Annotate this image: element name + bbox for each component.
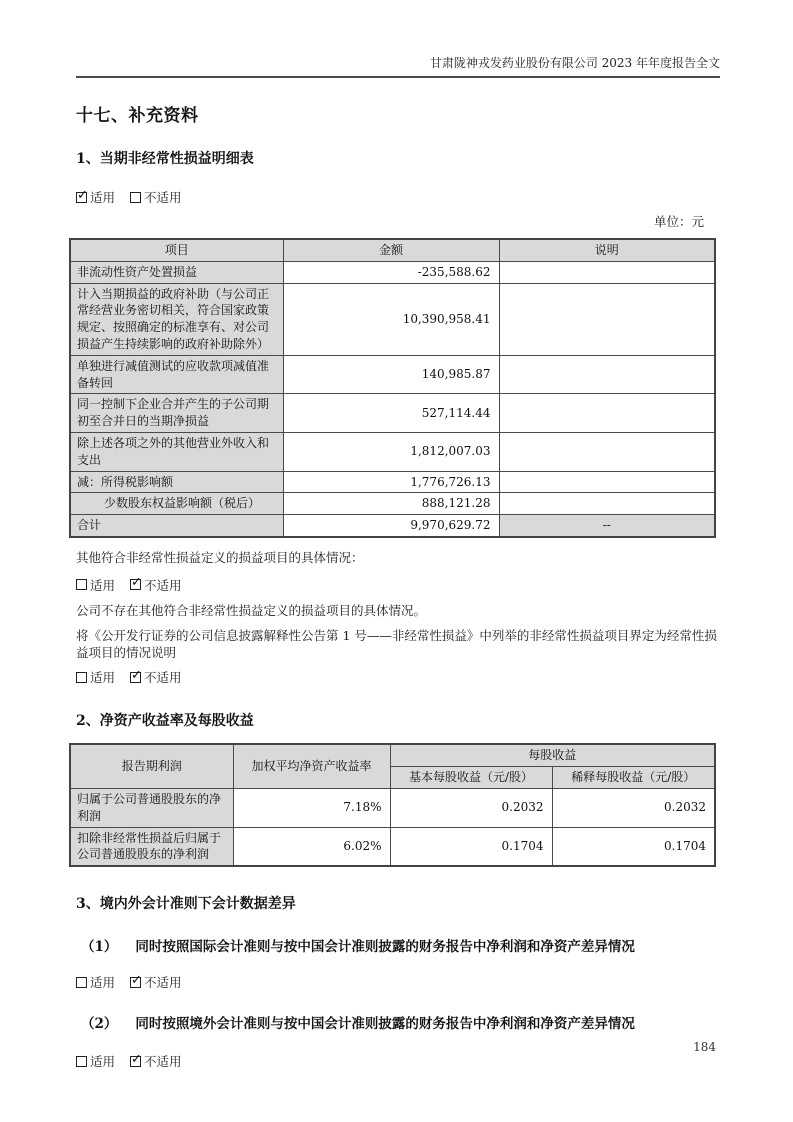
item-cell: 单独进行减值测试的应收款项减值准备转回 <box>70 355 283 394</box>
table-header-row <box>70 239 715 261</box>
roe-eps-table <box>69 743 716 867</box>
sub-heading-text: 同时按照境外会计准则与按中国会计准则披露的财务报告中净利润和净资产差异情况 <box>135 1016 635 1033</box>
checkbox-not-applicable <box>130 188 182 206</box>
table-row <box>70 394 715 433</box>
basic-eps-cell: 0.2032 <box>390 789 552 828</box>
main-title: 十七、补充资料 <box>76 106 199 126</box>
checkbox-applicable <box>76 576 115 594</box>
checkbox-not-applicable <box>130 576 182 594</box>
col-header-eps-group: 每股收益 <box>390 744 715 766</box>
table-row <box>70 493 715 515</box>
amount-cell: 9,970,629.72 <box>283 515 499 537</box>
sub-heading-text: 同时按照国际会计准则与按中国会计准则披露的财务报告中净利润和净资产差异情况 <box>135 939 635 956</box>
applicability-row-other-items <box>76 576 720 594</box>
basic-eps-cell: 0.1704 <box>390 827 552 866</box>
checkbox-icon <box>130 667 142 683</box>
section-3-title: 3、境内外会计准则下会计数据差异 <box>76 896 296 913</box>
note-cell <box>499 261 715 283</box>
checkbox-not-applicable <box>130 668 182 686</box>
amount-cell: 1,776,726.13 <box>283 471 499 493</box>
sub-heading-number: （2） <box>81 1016 118 1033</box>
item-cell: 除上述各项之外的其他营业外收入和支出 <box>70 432 283 471</box>
section-3-sub-2-title <box>81 1012 720 1032</box>
item-cell: 归属于公司普通股股东的净利润 <box>70 789 233 828</box>
page-number: 184 <box>693 1040 716 1054</box>
check-mark-icon: ✓ <box>131 667 142 683</box>
checkbox-label: 适用 <box>90 670 116 686</box>
diluted-eps-cell: 0.2032 <box>552 789 715 828</box>
checkbox-label: 适用 <box>90 1054 116 1070</box>
table-total-row <box>70 515 715 537</box>
check-mark-icon: ✓ <box>131 972 142 988</box>
running-header <box>76 0 720 78</box>
checkbox-not-applicable <box>130 1052 182 1070</box>
other-items-note-body: 公司不存在其他符合非经常性损益定义的损益项目的具体情况。 <box>76 602 427 618</box>
item-cell: 同一控制下企业合并产生的子公司期初至合并日的当期净损益 <box>70 394 283 433</box>
checkbox-applicable <box>76 668 115 686</box>
checkbox-label: 不适用 <box>144 975 182 991</box>
checkbox-label: 适用 <box>90 975 116 991</box>
checkbox-icon <box>76 672 87 683</box>
checkbox-icon <box>130 192 141 203</box>
applicability-row-overseas <box>76 1052 720 1070</box>
other-items-note-title: 其他符合非经常性损益定义的损益项目的具体情况： <box>76 549 364 565</box>
checkbox-label: 不适用 <box>144 1054 182 1070</box>
reclassification-note: 将《公开发行证券的公司信息披露解释性公告第 1 号——非经常性损益》中列举的非经常性损益项目界定为经常性损益项目的情况说明 <box>76 627 717 660</box>
check-mark-icon: ✓ <box>77 187 88 203</box>
checkbox-label: 适用 <box>90 190 116 205</box>
note-cell <box>499 283 715 355</box>
check-mark-icon: ✓ <box>131 575 142 591</box>
checkbox-icon <box>130 575 142 591</box>
table-row <box>70 432 715 471</box>
col-header-report-profit: 报告期利润 <box>70 744 233 788</box>
checkbox-icon <box>76 1056 87 1067</box>
applicability-row-section1 <box>76 188 720 206</box>
applicability-row-ifrs <box>76 973 720 991</box>
section-2-title: 2、净资产收益率及每股收益 <box>76 713 254 730</box>
table-row <box>70 789 715 828</box>
table-header-row <box>70 744 715 766</box>
item-cell: 计入当期损益的政府补助（与公司正常经营业务密切相关，符合国家政策规定、按照确定的标准享有、对公司损益产生持续影响的政府补助除外） <box>70 283 283 355</box>
non-recurring-items-table <box>69 238 716 538</box>
roe-cell: 7.18% <box>233 789 390 828</box>
note-cell <box>499 355 715 394</box>
diluted-eps-cell: 0.1704 <box>552 827 715 866</box>
checkbox-icon <box>130 972 142 988</box>
note-cell <box>499 493 715 515</box>
check-mark-icon: ✓ <box>131 1051 142 1067</box>
checkbox-label: 不适用 <box>144 577 182 593</box>
col-header-weighted-roe: 加权平均净资产收益率 <box>233 744 390 788</box>
table-row <box>70 355 715 394</box>
table-row <box>70 471 715 493</box>
col-header-basic-eps: 基本每股收益（元/股） <box>390 767 552 789</box>
roe-cell: 6.02% <box>233 827 390 866</box>
section-1-title: 1、当期非经常性损益明细表 <box>76 151 254 167</box>
amount-cell: -235,588.62 <box>283 261 499 283</box>
amount-cell: 527,114.44 <box>283 394 499 433</box>
applicability-row-reclassification <box>76 668 720 686</box>
running-header-text: 甘肃陇神戎发药业股份有限公司 2023 年年度报告全文 <box>429 56 720 70</box>
checkbox-icon <box>76 977 87 988</box>
checkbox-label: 不适用 <box>144 190 182 205</box>
amount-cell: 1,812,007.03 <box>283 432 499 471</box>
col-header-diluted-eps: 稀释每股收益（元/股） <box>552 767 715 789</box>
col-header-item: 项目 <box>70 239 283 261</box>
checkbox-not-applicable <box>130 973 182 991</box>
unit-label: 单位：元 <box>653 214 704 229</box>
col-header-amount: 金额 <box>283 239 499 261</box>
checkbox-icon <box>76 579 87 590</box>
amount-cell: 10,390,958.41 <box>283 283 499 355</box>
table-row <box>70 283 715 355</box>
amount-cell: 888,121.28 <box>283 493 499 515</box>
table-row <box>70 827 715 866</box>
section-3-sub-1-title <box>81 935 720 955</box>
checkbox-applicable <box>76 188 115 206</box>
note-cell <box>499 471 715 493</box>
checkbox-label: 不适用 <box>144 670 182 686</box>
checkbox-icon <box>76 187 88 203</box>
note-cell: -- <box>499 515 715 537</box>
item-cell: 少数股东权益影响额（税后） <box>70 493 283 515</box>
checkbox-label: 适用 <box>90 577 116 593</box>
col-header-note: 说明 <box>499 239 715 261</box>
checkbox-applicable <box>76 1052 115 1070</box>
item-cell: 非流动性资产处置损益 <box>70 261 283 283</box>
note-cell <box>499 432 715 471</box>
checkbox-applicable <box>76 973 115 991</box>
amount-cell: 140,985.87 <box>283 355 499 394</box>
note-cell <box>499 394 715 433</box>
table-row <box>70 261 715 283</box>
item-cell: 减：所得税影响额 <box>70 471 283 493</box>
checkbox-icon <box>130 1051 142 1067</box>
item-cell: 合计 <box>70 515 283 537</box>
sub-heading-number: （1） <box>81 939 118 956</box>
item-cell: 扣除非经常性损益后归属于公司普通股股东的净利润 <box>70 827 233 866</box>
